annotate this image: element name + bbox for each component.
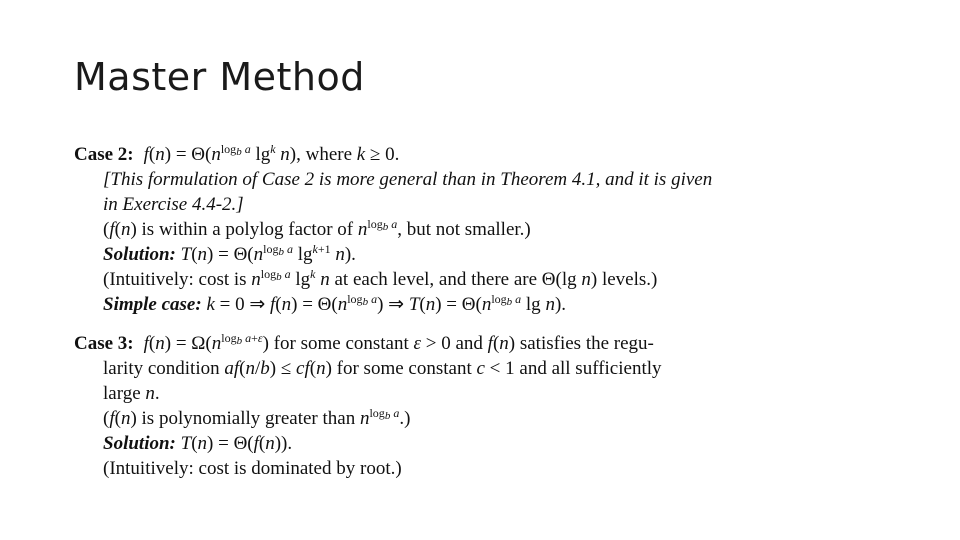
slide-title: Master Method	[74, 55, 365, 99]
case-2-line-3: in Exercise 4.4-2.]	[103, 194, 244, 215]
case-3-line-6: (Intuitively: cost is dominated by root.)	[103, 458, 402, 479]
master-method-content	[74, 142, 794, 481]
case-2-line-2: [This formulation of Case 2 is more general than in Theorem 4.1, and it is given	[103, 169, 713, 190]
case-3-line-1: Case 3: $f(n) = \Omega(n^{log_b a+\varepsilon})$ for some constant ε > 0 and f(n) satisfies the regu-	[74, 331, 654, 354]
case-2-simple-case: Simple case: k = 0 ⇒ $f(n) = \Theta(n^{log_b a})$ ⇒ $T(n) = \Theta(n^{log_b a}$ lg n).	[103, 292, 567, 315]
case-2-heading: Case 2:	[74, 144, 134, 165]
case-3-heading: Case 3:	[74, 333, 134, 354]
case-3-block	[74, 331, 794, 481]
case-3-solution: Solution: T(n) = Θ(f(n)).	[103, 433, 293, 454]
case-3-line-3: large n.	[103, 383, 160, 404]
case-2-line-4: (f(n) is within a polylog factor of $n^{log_b a}$, but not smaller.)	[103, 217, 531, 240]
case-3-line-2: larity condition af(n/b) ≤ cf(n) for some constant c < 1 and all sufficiently	[103, 358, 662, 379]
case-3-line-4: (f(n) is polynomially greater than $n^{log_b a}$.)	[103, 406, 411, 429]
case-2-solution: Solution: $T(n) = \Theta(n^{log_b a}$ $\lg^{k+1} n$).	[103, 242, 356, 265]
case-2-line-6: (Intuitively: cost is $n^{log_b a}$ $\lg^k n$ at each level, and there are Θ(lg n) levels.)	[103, 267, 658, 290]
case-2-line-1: Case 2: $f(n) = \Theta(n^{log_b a}$ $\lg^k n$), where k ≥ 0.	[74, 142, 400, 165]
case-2-block	[74, 142, 794, 317]
